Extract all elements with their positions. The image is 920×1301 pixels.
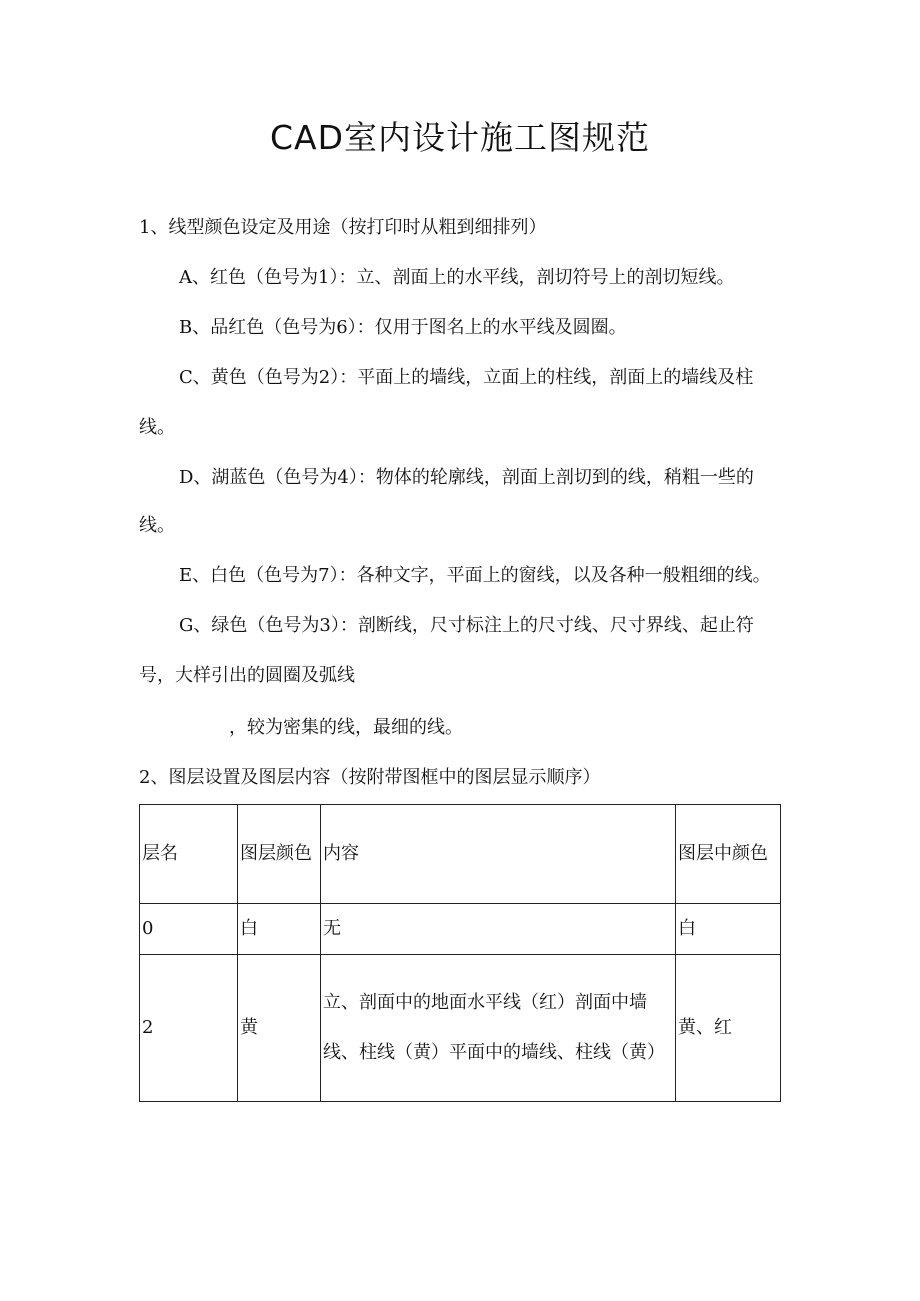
table-row bbox=[140, 904, 781, 955]
item-extra: ，较为密集的线，最细的线。 bbox=[229, 717, 463, 738]
cell-content: 无 bbox=[321, 904, 676, 955]
cell-layer-color: 黄 bbox=[238, 955, 321, 1102]
section1-heading: 1、线型颜色设定及用途（按打印时从粗到细排列） bbox=[139, 217, 547, 238]
item-d-line1: D、湖蓝色（色号为4）：物体的轮廓线，剖面上剖切到的线，稍粗一些的 bbox=[179, 467, 754, 488]
header-layer-name: 层名 bbox=[140, 805, 238, 904]
item-a-line1: A、红色（色号为1）：立、剖面上的水平线，剖切符号上的剖切短线。 bbox=[179, 267, 735, 288]
cell-color-in-layer: 白 bbox=[676, 904, 781, 955]
cell-color-in-layer: 黄、红 bbox=[676, 955, 781, 1102]
item-g-line1: G、绿色（色号为3）：剖断线，尺寸标注上的尺寸线、尺寸界线、起止符 bbox=[179, 615, 754, 636]
cell-layer-color: 白 bbox=[238, 904, 321, 955]
item-g-line2: 号，大样引出的圆圈及弧线 bbox=[139, 665, 355, 686]
table-row bbox=[140, 955, 781, 1102]
item-d-line2: 线。 bbox=[139, 515, 175, 536]
cell-content: 立、剖面中的地面水平线（红）剖面中墙线、柱线（黄）平面中的墙线、柱线（黄） bbox=[321, 955, 676, 1102]
header-color-in-layer: 图层中颜色 bbox=[676, 805, 781, 904]
item-c-line1: C、黄色（色号为2）：平面上的墙线，立面上的柱线，剖面上的墙线及柱 bbox=[179, 367, 754, 388]
layer-table bbox=[139, 804, 781, 1102]
header-layer-color: 图层颜色 bbox=[238, 805, 321, 904]
page-title: CAD室内设计施工图规范 bbox=[269, 118, 651, 157]
cell-layer-name: 0 bbox=[140, 904, 238, 955]
section2-heading: 2、图层设置及图层内容（按附带图框中的图层显示顺序） bbox=[139, 767, 601, 788]
cell-layer-name: 2 bbox=[140, 955, 238, 1102]
header-content: 内容 bbox=[321, 805, 676, 904]
item-c-line2: 线。 bbox=[139, 417, 175, 438]
item-e-line1: E、白色（色号为7）：各种文字，平面上的窗线，以及各种一般粗细的线。 bbox=[179, 565, 771, 586]
table-header-row bbox=[140, 805, 781, 904]
item-b-line1: B、品红色（色号为6）：仅用于图名上的水平线及圆圈。 bbox=[179, 317, 627, 338]
